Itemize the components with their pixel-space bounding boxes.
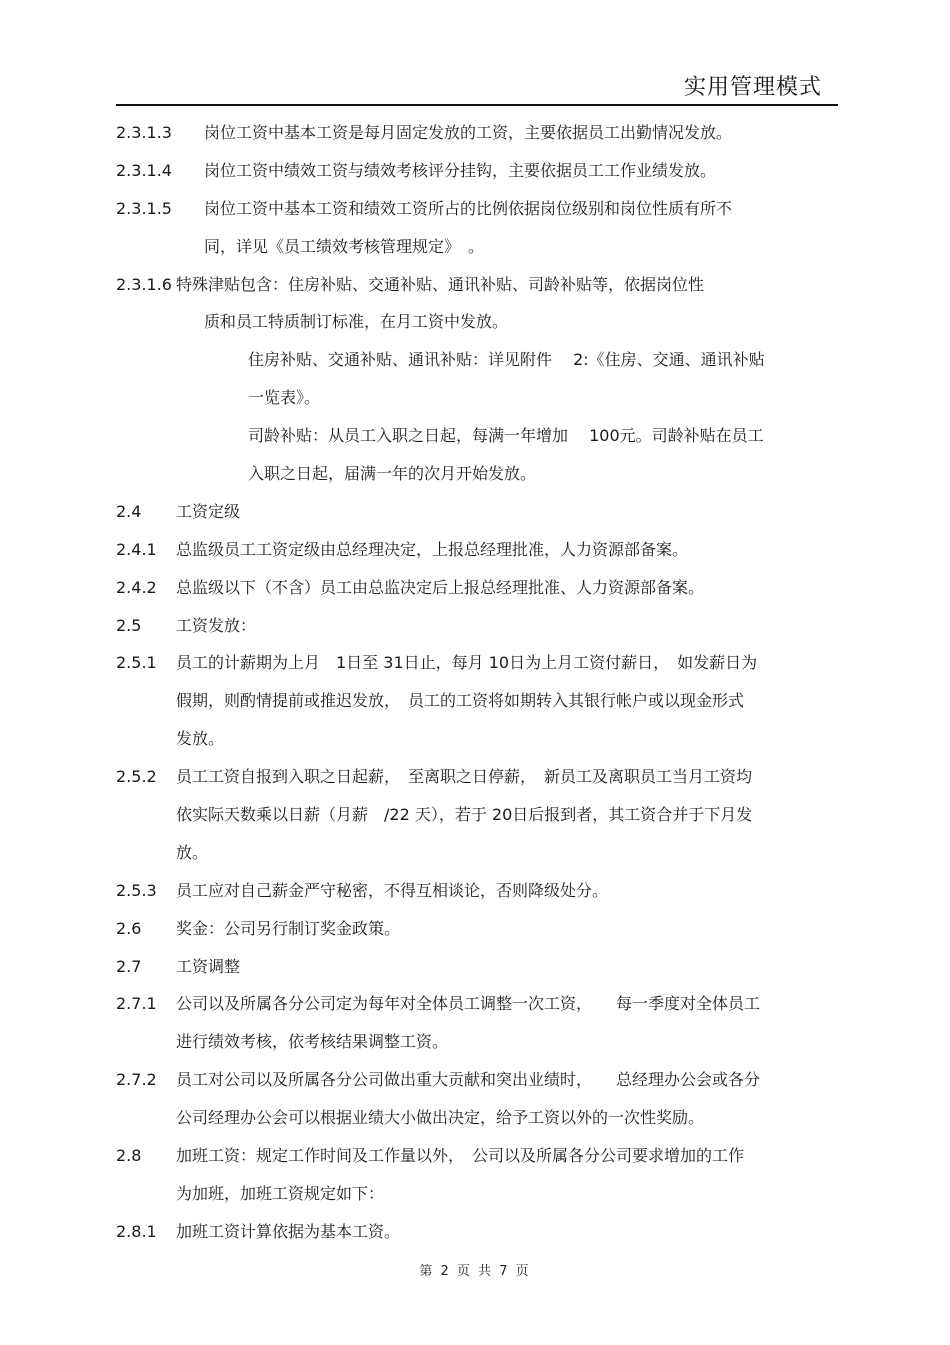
line-text: 放。: [176, 842, 209, 862]
line-text: 一览表》。: [248, 388, 321, 408]
section-number: 2.4: [116, 501, 142, 521]
line-text: 总监级以下（不含）员工由总监决定后上报总经理批准、人力资源部备案。: [176, 577, 705, 597]
line-text: 员工对公司以及所属各分公司做出重大贡献和突出业绩时， 总经理办公会或各分: [176, 1070, 761, 1090]
line-text: 公司以及所属各分公司定为每年对全体员工调整一次工资， 每一季度对全体员工: [176, 994, 761, 1014]
line-text: 为加班，加班工资规定如下：: [176, 1183, 385, 1203]
paragraph-line: [116, 644, 838, 682]
line-text: 工资调整: [176, 956, 241, 976]
section-number: 2.3.1.5: [116, 198, 172, 218]
line-text: 公司经理办公会可以根据业绩大小做出决定，给予工资以外的一次性奖励。: [176, 1108, 705, 1128]
line-text: 工资发放：: [176, 615, 257, 635]
line-text: 岗位工资中绩效工资与绩效考核评分挂钩，主要依据员工工作业绩发放。: [204, 160, 717, 180]
line-text: 奖金：公司另行制订奖金政策。: [176, 918, 401, 938]
section-number: 2.5.3: [116, 880, 157, 900]
paragraph-line: [116, 190, 838, 228]
section-number: 2.8.1: [116, 1221, 157, 1241]
paragraph-line: [116, 985, 838, 1023]
paragraph-line: [116, 569, 838, 607]
section-number: 2.7: [116, 956, 142, 976]
paragraph-line: [116, 682, 838, 720]
paragraph-line: [116, 379, 838, 417]
line-text: 依实际天数乘以日薪（月薪 /22 天），若于 20日后报到者，其工资合并于下月发: [176, 805, 753, 825]
line-text: 员工工资自报到入职之日起薪， 至离职之日停薪， 新员工及离职员工当月工资均: [176, 767, 753, 787]
paragraph-line: [116, 1061, 838, 1099]
paragraph-line: [116, 455, 838, 493]
paragraph-line: [116, 872, 838, 910]
line-text: 加班工资计算依据为基本工资。: [176, 1221, 401, 1241]
document-body: [116, 114, 838, 1251]
section-number: 2.5.1: [116, 653, 157, 673]
section-number: 2.5: [116, 615, 142, 635]
section-number: 2.5.2: [116, 767, 157, 787]
section-number: 2.6: [116, 918, 142, 938]
paragraph-line: [116, 948, 838, 986]
paragraph-line: [116, 341, 838, 379]
paragraph-line: [116, 152, 838, 190]
paragraph-line: [116, 607, 838, 645]
paragraph-line: [116, 796, 838, 834]
paragraph-line: [116, 114, 838, 152]
paragraph-line: [116, 910, 838, 948]
paragraph-line: [116, 1175, 838, 1213]
paragraph-line: [116, 1023, 838, 1061]
paragraph-line: [116, 228, 838, 266]
section-number: 2.8: [116, 1146, 142, 1166]
paragraph-line: [116, 1099, 838, 1137]
line-text: 入职之日起，届满一年的次月开始发放。: [248, 464, 537, 484]
line-text: 住房补贴、交通补贴、通讯补贴：详见附件 2:《住房、交通、通讯补贴: [248, 350, 765, 370]
line-text: 进行绩效考核，依考核结果调整工资。: [176, 1032, 449, 1052]
paragraph-line: [116, 531, 838, 569]
header-title: 实用管理模式: [683, 75, 822, 100]
paragraph-line: [116, 493, 838, 531]
paragraph-line: [116, 1137, 838, 1175]
section-number: 2.4.1: [116, 539, 157, 559]
section-number: 2.7.2: [116, 1070, 157, 1090]
line-text: 假期，则酌情提前或推迟发放， 员工的工资将如期转入其银行帐户或以现金形式: [176, 691, 745, 711]
paragraph-line: [116, 720, 838, 758]
line-text: 员工的计薪期为上月 1日至 31日止，每月 10日为上月工资付薪日， 如发薪日为: [176, 653, 758, 673]
line-text: 岗位工资中基本工资和绩效工资所占的比例依据岗位级别和岗位性质有所不: [204, 198, 733, 218]
paragraph-line: [116, 758, 838, 796]
section-number: 2.3.1.4: [116, 160, 172, 180]
paragraph-line: [116, 303, 838, 341]
line-text: 发放。: [176, 729, 225, 749]
section-number: 2.7.1: [116, 994, 157, 1014]
page-footer: 第 2 页 共 7 页: [419, 1264, 531, 1279]
paragraph-line: [116, 834, 838, 872]
line-text: 加班工资：规定工作时间及工作量以外， 公司以及所属各分公司要求增加的工作: [176, 1146, 745, 1166]
paragraph-line: [116, 417, 838, 455]
line-text: 员工应对自己薪金严守秘密，不得互相谈论，否则降级处分。: [176, 880, 609, 900]
line-text: 质和员工特质制订标准，在月工资中发放。: [204, 312, 509, 332]
line-text: 岗位工资中基本工资是每月固定发放的工资，主要依据员工出勤情况发放。: [204, 123, 733, 142]
line-text: 总监级员工工资定级由总经理决定，上报总经理批准，人力资源部备案。: [176, 539, 689, 559]
header-rule: [116, 104, 838, 106]
line-text: 同，详见《员工绩效考核管理规定》 。: [204, 236, 485, 256]
line-text: 特殊津贴包含：住房补贴、交通补贴、通讯补贴、司龄补贴等，依据岗位性: [176, 274, 705, 294]
line-text: 工资定级: [176, 501, 241, 521]
line-text: 司龄补贴：从员工入职之日起，每满一年增加 100元。司龄补贴在员工: [248, 426, 764, 446]
paragraph-line: [116, 1213, 838, 1251]
section-number: 2.3.1.3: [116, 123, 172, 142]
section-number: 2.4.2: [116, 577, 157, 597]
paragraph-line: [116, 266, 838, 304]
section-number: 2.3.1.6: [116, 274, 172, 294]
